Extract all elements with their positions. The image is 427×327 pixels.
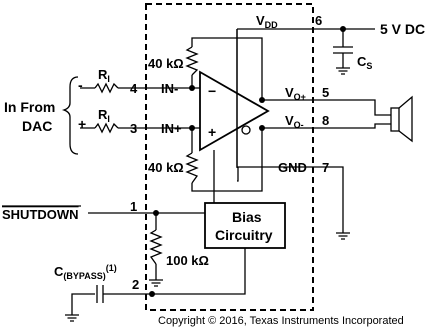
vo-minus-label xyxy=(285,113,304,130)
feedback-top-wire xyxy=(192,38,262,100)
ri-bottom-main: R xyxy=(98,107,108,122)
pin-6-label: 6 xyxy=(315,13,323,28)
speaker-icon xyxy=(391,97,412,141)
r40k-bottom-label: 40 kΩ xyxy=(148,160,184,175)
resistor-ri-top xyxy=(95,84,118,92)
pin-3-label: 3 xyxy=(130,121,138,136)
feedback-bottom-wire xyxy=(192,128,262,191)
cbypass-label xyxy=(54,263,117,281)
bias-label-line1: Bias xyxy=(232,209,262,225)
r40k-top-label: 40 kΩ xyxy=(148,56,184,71)
in-minus-junction-dot xyxy=(189,85,195,91)
input-brace xyxy=(64,77,78,154)
ri-top-main: R xyxy=(98,67,108,82)
pin-2-label: 2 xyxy=(132,277,140,292)
r100k-label: 100 kΩ xyxy=(166,253,209,268)
cs-main: C xyxy=(357,54,367,69)
vo-plus-main: V xyxy=(285,85,294,100)
in-plus-junction-dot xyxy=(189,125,195,131)
resistor-40k-top xyxy=(187,47,197,75)
vo-minus-sub: O- xyxy=(293,120,304,130)
vo-plus-sub: O+ xyxy=(293,92,306,102)
opamp-output-bubble xyxy=(242,126,250,134)
bypass-junction-dot xyxy=(149,291,155,297)
shutdown-label: SHUTDOWN xyxy=(2,207,79,222)
pin-1-label: 1 xyxy=(130,199,138,214)
vdd-main: V xyxy=(256,13,265,28)
vo-minus-junction-dot xyxy=(259,125,265,131)
pin-8-label: 8 xyxy=(322,113,330,128)
cbypass-sup: (1) xyxy=(105,263,117,273)
minus-sign-label: - xyxy=(78,77,83,93)
pin-4-label: 4 xyxy=(130,81,138,96)
vdd-label xyxy=(256,13,278,30)
ri-bottom-label xyxy=(98,107,110,124)
cbypass-capacitor xyxy=(97,285,103,303)
bias-label-line2: Circuitry xyxy=(215,227,273,243)
pin-5-label: 5 xyxy=(322,85,330,100)
copyright-text: Copyright © 2016, Texas Instruments Incorporated xyxy=(158,315,404,327)
in-minus-label: IN- xyxy=(161,81,179,96)
plus-sign-label: + xyxy=(78,116,87,132)
pin-7-label: 7 xyxy=(322,160,330,175)
gnd-label: GND xyxy=(278,160,307,175)
dac-label: DAC xyxy=(22,118,53,134)
vdd-sub: DD xyxy=(264,20,278,30)
vo-minus-main: V xyxy=(285,113,294,128)
resistor-100k xyxy=(151,230,161,264)
cs-capacitor xyxy=(333,29,353,74)
vo-plus-junction-dot xyxy=(259,97,265,103)
resistor-40k-bottom xyxy=(187,153,197,183)
in-from-label: In From xyxy=(4,99,56,115)
vdd-wire xyxy=(237,29,375,168)
cs-sub: S xyxy=(366,61,373,71)
amp-plus-label: + xyxy=(208,124,217,140)
ri-top-sub: I xyxy=(107,74,110,84)
resistor-ri-bottom xyxy=(95,124,118,132)
cs-label xyxy=(357,54,372,71)
in-plus-label: IN+ xyxy=(161,121,182,136)
ri-top-label xyxy=(98,67,110,84)
cbypass-sub: (BYPASS) xyxy=(63,271,106,281)
ri-bottom-sub: I xyxy=(107,114,110,124)
amp-minus-label: − xyxy=(208,83,217,99)
supply-label: 5 V DC xyxy=(380,21,426,37)
cbypass-main: C xyxy=(54,264,64,279)
vo-plus-label xyxy=(285,85,306,102)
